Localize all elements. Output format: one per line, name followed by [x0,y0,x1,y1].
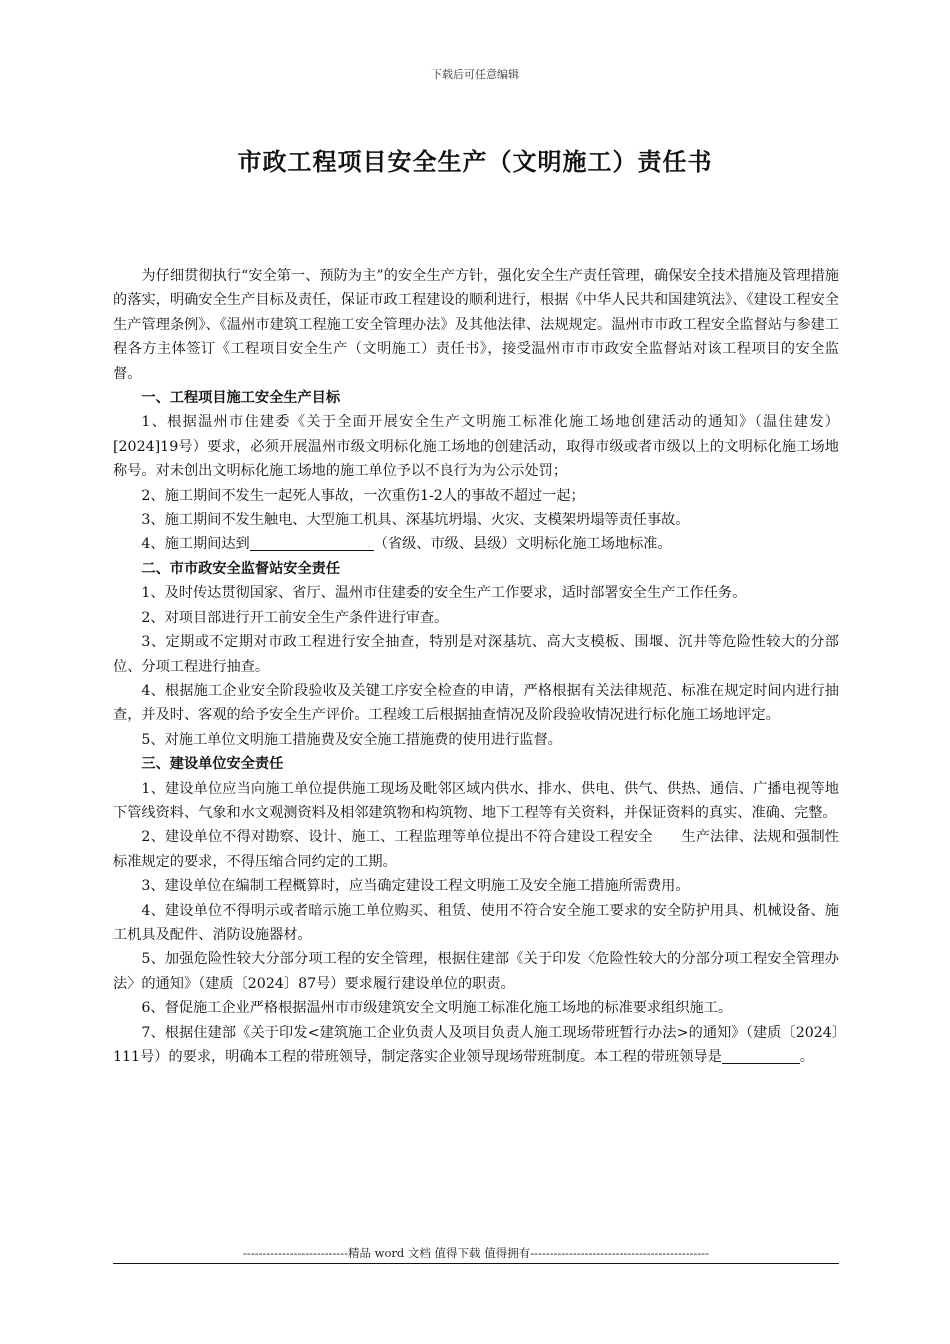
footer-divider [113,1263,839,1264]
section-1-item-1: 1、根据温州市住建委《关于全面开展安全生产文明施工标准化施工场地创建活动的通知》（温住建发）[2024]19号）要求，必须开展温州市级文明标化施工场地的创建活动，取得市级或者市级以上的文明标化施工场地称号。对未创出文明标化施工场地的施工单位予以不良行为为公示处罚； [113,414,839,480]
section-2-item-1: 1、及时传达贯彻国家、省厅、温州市住建委的安全生产工作要求，适时部署安全生产工作任务。 [141,585,747,602]
section-3-item-5: 5、加强危险性较大分部分项工程的安全管理，根据住建部《关于印发〈危险性较大的分部分项工程安全管理办法〉的通知》（建质〔2024〕87号）要求履行建设单位的职责。 [113,951,839,992]
leader-blank-field[interactable] [722,1047,800,1064]
section-2-heading: 二、市市政安全监督站安全责任 [141,560,341,577]
section-3-item-3: 3、建设单位在编制工程概算时，应当确定建设工程文明施工及安全施工措施所需费用。 [141,878,690,895]
section-2-item-4: 4、根据施工企业安全阶段验收及关键工序安全检查的申请，严格根据有关法律规范、标准在规定时间内进行抽查，并及时、客观的给予安全生产评价。工程竣工后根据抽查情况及阶段验收情况进行标化施工场地评定。 [113,682,839,724]
section-2-item-5: 5、对施工单位文明施工措施费及安全施工措施费的使用进行监督。 [141,731,562,748]
document-title: 市政工程项目安全生产（文明施工）责任书 [237,147,713,176]
section-3-item-6: 6、督促施工企业严格根据温州市市级建筑安全文明施工标准化施工场地的标准要求组织施工。 [141,1000,733,1017]
section-3-item-1: 1、建设单位应当向施工单位提供施工现场及毗邻区域内供水、排水、供电、供气、供热、通信、广播电视等地下管线资料、气象和水文观测资料及相邻建筑物和构筑物、地下工程等有关资料，并保证资料的真实、准确、完整。 [113,780,839,821]
section-1-item-4 [113,532,839,556]
footer-note: ---------------------------精品 word 文档 值得下载 值得拥有---------------------------------------------- [243,1246,709,1260]
section-1-heading: 一、工程项目施工安全生产目标 [141,390,341,407]
section-3-item-2: 2、建设单位不得对勘察、设计、施工、工程监理等单位提出不符合建设工程安全 生产法律、法规和强制性标准规定的要求，不得压缩合同约定的工期。 [113,829,839,870]
section-1-item-2: 2、施工期间不发生一起死人事故，一次重伤1-2人的事故不超过一起； [141,487,585,504]
header-note: 下载后可任意编辑 [431,68,519,81]
section-2-item-2: 2、对项目部进行开工前安全生产条件进行审查。 [141,609,449,626]
section-1-item-3: 3、施工期间不发生触电、大型施工机具、深基坑坍塌、火灾、支模架坍塌等责任事故。 [141,512,690,529]
level-blank-field[interactable] [250,534,374,551]
section-2-item-3: 3、定期或不定期对市政工程进行安全抽查，特别是对深基坑、高大支模板、围堰、沉井等危险性较大的分部位、分项工程进行抽查。 [113,634,839,675]
section-3-heading: 三、建设单位安全责任 [141,756,284,773]
intro-paragraph: 为仔细贯彻执行“安全第一、预防为主”的安全生产方针，强化安全生产责任管理，确保安全技术措施及管理措施的落实，明确安全生产目标及责任，保证市政工程建设的顺利进行，根据《中华人民共和国建筑法》、《建设工程安全生产管理条例》、《温州市建筑工程施工安全管理办法》及其他法律、法规规定。温州市市政工程安全监督站与参建工程各方主体签订《工程项目安全生产（文明施工）责任书》，接受温州市市市政安全监督站对该工程项目的安全监督。 [113,268,839,382]
section-3-item-7 [113,1021,839,1070]
item-4-prefix: 4、施工期间达到 [141,536,250,553]
item-4-suffix: （省级、市级、县级）文明标化施工场地标准。 [373,536,672,553]
document-body [113,264,839,1069]
section-3-item-4: 4、建设单位不得明示或者暗示施工单位购买、租赁、使用不符合安全施工要求的安全防护用具、机械设备、施工机具及配件、消防设施器材。 [113,902,839,943]
item-7-suffix: 。 [799,1049,814,1065]
item-7-prefix: 7、根据住建部《关于印发<建筑施工企业负责人及项目负责人施工现场带班暂行办法>的通知》（建质〔2024〕111号）的要求，明确本工程的带班领导，制定落实企业领导现场带班制度。本工程的带班领导是 [113,1024,839,1065]
